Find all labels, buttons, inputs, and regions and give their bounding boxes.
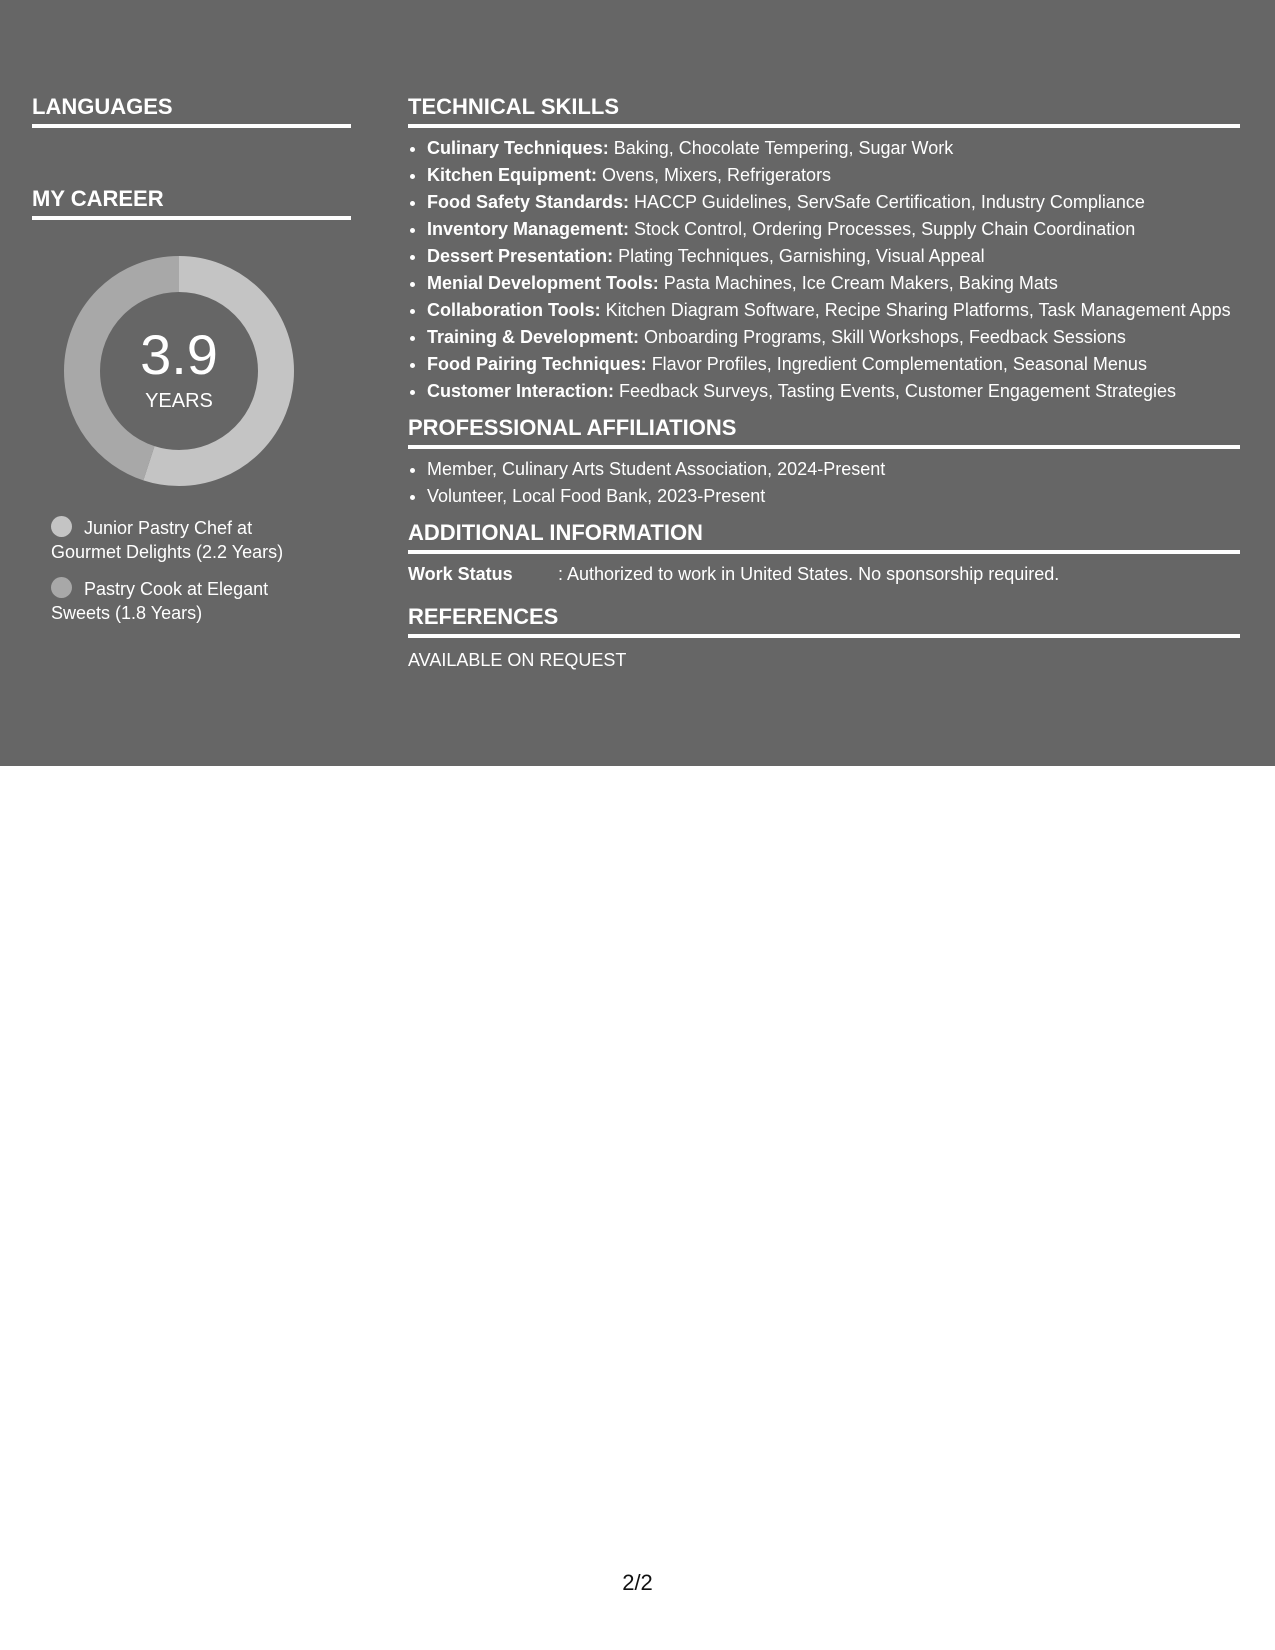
- skill-item: [427, 244, 1240, 268]
- skill-category: Inventory Management:: [427, 219, 630, 239]
- career-total-value: 3.9: [140, 323, 218, 386]
- skill-details: HACCP Guidelines, ServSafe Certification, Industry Compliance: [629, 192, 1145, 212]
- left-column: [32, 92, 351, 638]
- skill-details: Onboarding Programs, Skill Workshops, Feedback Sessions: [639, 327, 1126, 347]
- skill-item: [427, 163, 1240, 187]
- technical-skills-heading: TECHNICAL SKILLS: [408, 92, 1240, 128]
- skill-details: Pasta Machines, Ice Cream Makers, Baking Mats: [658, 273, 1058, 293]
- skill-category: Kitchen Equipment:: [427, 165, 597, 185]
- page-number: 2/2: [622, 1570, 653, 1595]
- career-legend-item: [51, 577, 321, 625]
- affiliations-list: [408, 457, 1240, 508]
- skill-details: Flavor Profiles, Ingredient Complementation, Seasonal Menus: [646, 354, 1147, 374]
- right-column: [408, 92, 1240, 672]
- skill-item: [427, 190, 1240, 214]
- career-donut-chart: [64, 256, 294, 486]
- references-text: AVAILABLE ON REQUEST: [408, 650, 627, 670]
- technical-skills-list: [408, 136, 1240, 403]
- skill-details: Ovens, Mixers, Refrigerators: [597, 165, 832, 185]
- legend-dot-icon: [51, 516, 72, 537]
- skill-item: [427, 271, 1240, 295]
- skill-details: Plating Techniques, Garnishing, Visual Appeal: [613, 246, 985, 266]
- languages-heading: LANGUAGES: [32, 92, 351, 128]
- skill-item: [427, 136, 1240, 160]
- affiliation-item: • Volunteer, Local Food Bank, 2023-Present: [427, 484, 1240, 508]
- skill-category: Food Pairing Techniques:: [427, 354, 647, 374]
- work-status-label: Work Status: [408, 564, 513, 584]
- legend-dot-icon: [51, 577, 72, 598]
- affiliations-heading: PROFESSIONAL AFFILIATIONS: [408, 413, 1240, 449]
- skill-category: Food Safety Standards:: [427, 192, 630, 212]
- skill-item: [427, 298, 1240, 322]
- career-legend: [51, 516, 321, 625]
- skill-category: Culinary Techniques:: [427, 138, 609, 158]
- career-legend-label: Junior Pastry Chef at Gourmet Delights (2.2 Years): [51, 518, 284, 562]
- additional-info-section: [408, 518, 1240, 586]
- work-status-value: : Authorized to work in United States. No sponsorship required.: [558, 564, 1060, 584]
- skill-category: Menial Development Tools:: [427, 273, 659, 293]
- skill-item: [427, 217, 1240, 241]
- references-section: [408, 602, 1240, 672]
- skill-category: Training & Development:: [427, 327, 640, 347]
- affiliation-item: • Member, Culinary Arts Student Association, 2024-Present: [427, 457, 1240, 481]
- donut-center: [64, 256, 294, 486]
- work-status-row: [408, 562, 1240, 586]
- career-legend-item: [51, 516, 321, 564]
- skill-item: [427, 352, 1240, 376]
- my-career-heading: MY CAREER: [32, 184, 351, 220]
- skill-item: [427, 325, 1240, 349]
- career-legend-label: Pastry Cook at Elegant Sweets (1.8 Years): [51, 579, 269, 623]
- additional-info-heading: ADDITIONAL INFORMATION: [408, 518, 1240, 554]
- skill-item: [427, 379, 1240, 403]
- career-total-unit: YEARS: [145, 390, 213, 412]
- skill-details: Kitchen Diagram Software, Recipe Sharing Platforms, Task Management Apps: [600, 300, 1231, 320]
- skill-category: Customer Interaction:: [427, 381, 615, 401]
- skill-details: Stock Control, Ordering Processes, Supply Chain Coordination: [629, 219, 1136, 239]
- skill-details: Baking, Chocolate Tempering, Sugar Work: [608, 138, 954, 158]
- affiliations-section: [408, 413, 1240, 508]
- skill-details: Feedback Surveys, Tasting Events, Customer Engagement Strategies: [614, 381, 1176, 401]
- skill-category: Collaboration Tools:: [427, 300, 601, 320]
- references-heading: REFERENCES: [408, 602, 1240, 638]
- resume-page-band: [0, 0, 1275, 766]
- skill-category: Dessert Presentation:: [427, 246, 614, 266]
